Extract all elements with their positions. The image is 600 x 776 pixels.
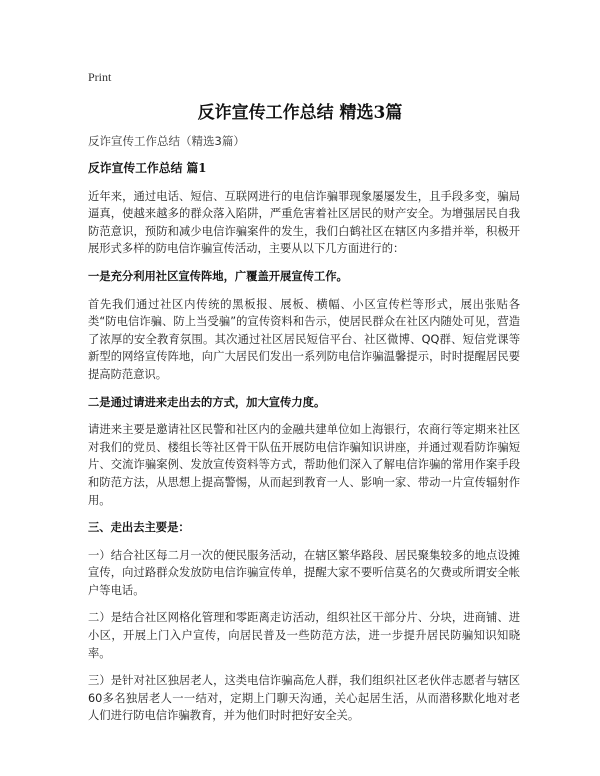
intro-paragraph: 近年来，通过电话、短信、互联网进行的电信诈骗罪现象屡屡发生，且手段多变，骗局逼真，使越来越多的群众落入陷阱，严重危害着社区居民的财产安全。为增强居民自我防范意识，预防和减少电信诈骗案件的发生，我们白鹤社区在辖区内多措并举，积极开展形式多样的防电信诈骗宣传活动，主要从以下几方面进行的：: [88, 189, 520, 256]
print-link[interactable]: Print: [88, 70, 112, 84]
item2-paragraph: 二）是结合社区网格化管理和零距离走访活动，组织社区干部分片、分块，进商铺、进小区，开展上门入户宣传，向居民普及一些防范方法，进一步提升居民防骗知识知晓率。: [88, 611, 520, 660]
point1-paragraph: 首先我们通过社区内传统的黑板报、展板、横幅、小区宣传栏等形式，展出张贴各类“防电信诈骗、防上当受骗”的宣传资料和告示，使居民群众在社区内随处可见，营造了浓厚的安全教育氛围。其次通过社区居民短信平台、社区微博、QQ群、短信党课等新型的网络宣传阵地，向广大居民们发出一系列防电信诈骗温馨提示，时时提醒居民要提高防范意识。: [88, 297, 520, 381]
item1-paragraph: 一）结合社区每二月一次的便民服务活动，在辖区繁华路段、居民聚集较多的地点设摊宣传，向过路群众发放防电信诈骗宣传单，提醒大家不要听信莫名的欠费或所谓安全帐户等电话。: [88, 548, 520, 597]
article-body: [88, 160, 520, 735]
point1-heading: 一是充分利用社区宣传阵地，广覆盖开展宣传工作。: [88, 268, 348, 283]
point2-heading: 二是通过请进来走出去的方式，加大宣传力度。: [88, 394, 326, 409]
item3-paragraph: 三）是针对社区独居老人，这类电信诈骗高危人群，我们组织社区老伙伴志愿者与辖区60多名独居老人一一结对，定期上门聊天沟通，关心起居生活，从而潜移默化地对老人们进行防电信诈骗教育，并为他们时时把好安全关。: [88, 674, 520, 723]
page-subtitle: 反诈宣传工作总结（精选3篇）: [88, 134, 245, 148]
point3-heading: 三、走出去主要是：: [88, 520, 190, 535]
point2-paragraph: 请进来主要是邀请社区民警和社区内的金融共建单位如上海银行，农商行等定期来社区对我们的党员、楼组长等社区骨干队伍开展防电信诈骗知识讲座，并通过观看防诈骗短片、交流诈骗案例、发放宣传资料等方式，帮助他们深入了解电信诈骗的常用作案手段和防范方法，从思想上提高警惕，从而起到教育一人、影响一家、带动一片宣传辐射作用。: [88, 423, 520, 507]
page-title: 反诈宣传工作总结 精选3篇: [197, 103, 403, 123]
section-title: 反诈宣传工作总结 篇1: [88, 161, 207, 175]
